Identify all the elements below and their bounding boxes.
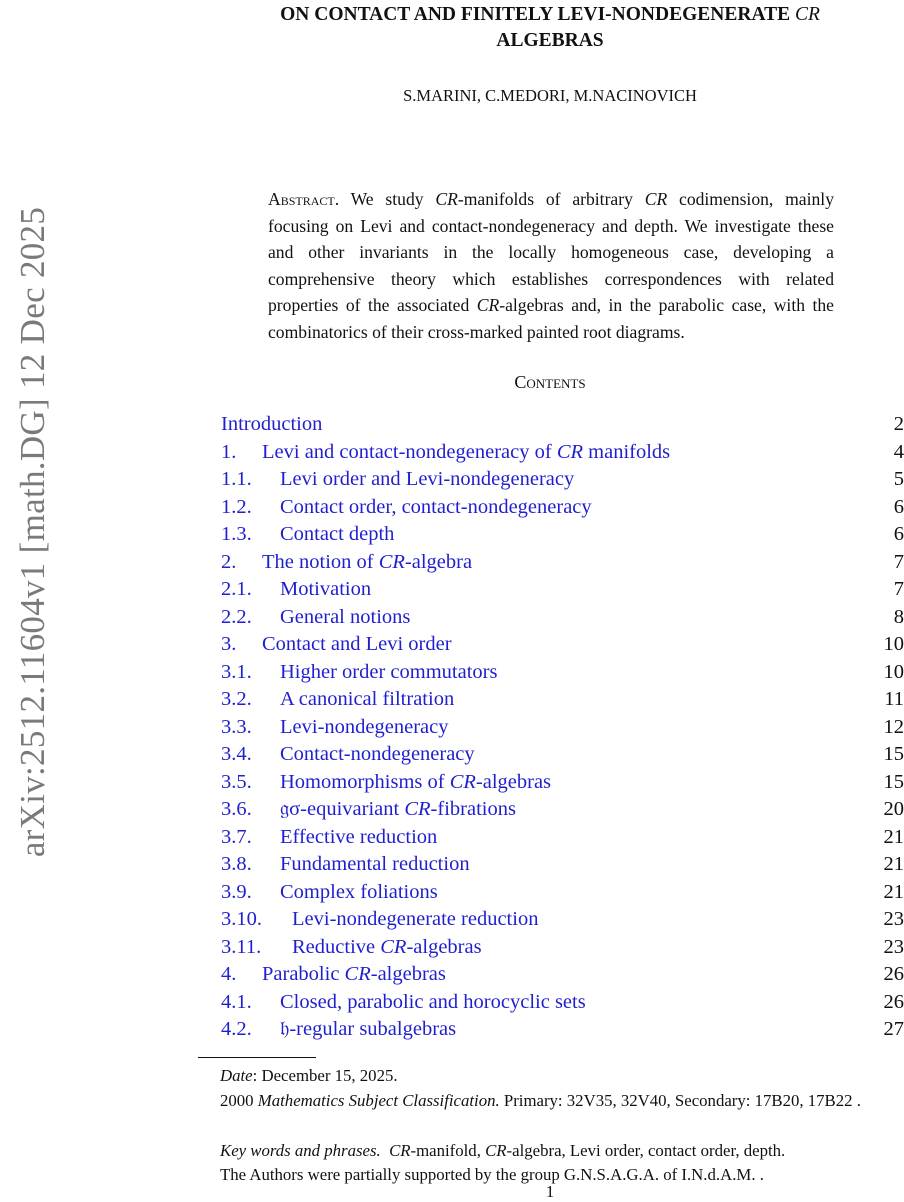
toc-link[interactable] — [221, 796, 516, 824]
abstract-text: -algebras and, in the parabolic case, with the combinatorics of their cross-marked painted root diagrams. — [268, 295, 834, 342]
toc-title: CR — [380, 936, 406, 958]
authors: S.MARINI, C.MEDORI, M.NACINOVICH — [180, 86, 904, 106]
toc-title: CR — [404, 798, 430, 820]
date-value: : December 15, 2025. — [253, 1066, 398, 1085]
toc-title: A canonical filtration — [280, 688, 454, 710]
table-of-contents — [221, 411, 904, 1044]
kw-text: -manifold, — [411, 1141, 486, 1160]
toc-entry — [221, 411, 904, 439]
toc-number: 3.9. — [221, 879, 280, 907]
toc-page: 26 — [884, 961, 904, 989]
toc-title: Fundamental reduction — [280, 853, 470, 875]
abstract-em: CR — [435, 189, 457, 209]
toc-title: Levi and contact-nondegeneracy of — [262, 441, 557, 463]
toc-number: 3.8. — [221, 851, 280, 879]
toc-link[interactable] — [221, 466, 574, 494]
toc-number: 4.1. — [221, 989, 280, 1017]
toc-title: General notions — [280, 606, 410, 628]
toc-title: manifolds — [583, 441, 670, 463]
toc-entry — [221, 466, 904, 494]
toc-number: 1.2. — [221, 494, 280, 522]
toc-number: 3.5. — [221, 769, 280, 797]
abstract-em: CR — [645, 189, 667, 209]
toc-title: -algebras — [406, 936, 481, 958]
contents-heading: Contents — [180, 372, 904, 393]
toc-title: Higher order commutators — [280, 661, 497, 683]
toc-title: 𝔥-regular subalgebras — [280, 1018, 456, 1040]
abstract-text: -manifolds of arbitrary — [458, 189, 645, 209]
toc-entry — [221, 494, 904, 522]
toc-title: CR — [450, 771, 476, 793]
toc-link[interactable] — [221, 906, 538, 934]
toc-page: 6 — [894, 521, 904, 549]
toc-title: 𝔤σ-equivariant — [280, 798, 404, 820]
page-number: 1 — [0, 1182, 904, 1202]
toc-number: 3.2. — [221, 686, 280, 714]
toc-entry — [221, 686, 904, 714]
toc-page: 15 — [884, 741, 904, 769]
toc-entry — [221, 769, 904, 797]
toc-number: 2.2. — [221, 604, 280, 632]
toc-title: -algebras — [371, 963, 446, 985]
toc-number: 2.1. — [221, 576, 280, 604]
title-text: ON CONTACT AND FINITELY LEVI-NONDEGENERATE — [280, 4, 795, 25]
toc-title: Complex foliations — [280, 881, 438, 903]
toc-title: -algebra — [405, 551, 472, 573]
toc-page: 23 — [884, 906, 904, 934]
toc-number: 3. — [221, 631, 262, 659]
support-text: The Authors were partially supported by the group G.N.S.A.G.A. of I.N.d.A.M. . — [220, 1165, 764, 1184]
toc-link[interactable] — [221, 879, 438, 907]
toc-link[interactable] — [221, 549, 472, 577]
toc-link[interactable] — [221, 631, 452, 659]
toc-entry — [221, 714, 904, 742]
toc-title: Effective reduction — [280, 826, 437, 848]
toc-entry — [221, 989, 904, 1017]
toc-page: 2 — [894, 411, 904, 439]
toc-link[interactable] — [221, 851, 470, 879]
kw-em: CR — [389, 1141, 410, 1160]
toc-page: 21 — [884, 824, 904, 852]
paper-title — [180, 2, 904, 54]
toc-entry — [221, 521, 904, 549]
toc-title: CR — [345, 963, 371, 985]
toc-title: Motivation — [280, 578, 371, 600]
toc-entry — [221, 576, 904, 604]
toc-title: -algebras — [476, 771, 551, 793]
toc-link[interactable] — [221, 934, 482, 962]
toc-page: 12 — [884, 714, 904, 742]
toc-title: Levi-nondegeneracy — [280, 716, 448, 738]
toc-link[interactable] — [221, 824, 437, 852]
toc-entry — [221, 851, 904, 879]
abstract-label: Abstract. — [268, 189, 339, 209]
toc-number: 3.4. — [221, 741, 280, 769]
toc-number: 4.2. — [221, 1016, 280, 1044]
toc-entry — [221, 961, 904, 989]
toc-number: 2. — [221, 549, 262, 577]
toc-title: Contact depth — [280, 523, 394, 545]
title-text-2: ALGEBRAS — [496, 30, 603, 51]
toc-title: Contact order, contact-nondegeneracy — [280, 496, 592, 518]
kw-text: -algebra, Levi order, contact order, depth. — [507, 1141, 786, 1160]
toc-link[interactable] — [221, 494, 592, 522]
date-label: Date — [220, 1066, 253, 1085]
toc-link[interactable] — [221, 741, 475, 769]
toc-number: 4. — [221, 961, 262, 989]
msc-label: Mathematics Subject Classification. — [258, 1091, 500, 1110]
toc-entry — [221, 796, 904, 824]
toc-number: 3.6. — [221, 796, 280, 824]
toc-number: 3.3. — [221, 714, 280, 742]
toc-title: Reductive — [292, 936, 380, 958]
toc-link[interactable] — [221, 714, 448, 742]
toc-page: 23 — [884, 934, 904, 962]
toc-title: Homomorphisms of — [280, 771, 450, 793]
toc-link[interactable] — [221, 686, 454, 714]
toc-link[interactable] — [221, 769, 551, 797]
toc-link[interactable] — [221, 961, 446, 989]
toc-link[interactable] — [221, 989, 586, 1017]
toc-link[interactable] — [221, 411, 322, 439]
toc-title: CR — [379, 551, 405, 573]
toc-page: 5 — [894, 466, 904, 494]
toc-title: The notion of — [262, 551, 379, 573]
toc-entry — [221, 549, 904, 577]
toc-link[interactable] — [221, 1016, 456, 1044]
abstract-em: CR — [477, 295, 499, 315]
toc-page: 7 — [894, 549, 904, 577]
toc-link[interactable] — [221, 521, 394, 549]
toc-page: 21 — [884, 879, 904, 907]
toc-entry — [221, 659, 904, 687]
abstract-text: codimension, mainly focusing on Levi and contact-nondegeneracy and depth. We investigate these and other invariants in the locally homogeneous case, developing a comprehensive theory which establishes correspondences with related properties of the associated — [268, 189, 834, 315]
toc-page: 21 — [884, 851, 904, 879]
toc-page: 20 — [884, 796, 904, 824]
toc-page: 6 — [894, 494, 904, 522]
msc-value: Primary: 32V35, 32V40, Secondary: 17B20, 17B22 . — [500, 1091, 861, 1110]
toc-title: Contact-nondegeneracy — [280, 743, 475, 765]
footnote-keywords — [198, 1138, 904, 1163]
toc-entry — [221, 934, 904, 962]
toc-number: 3.11. — [221, 934, 292, 962]
toc-entry — [221, 906, 904, 934]
toc-title: Levi order and Levi-nondegeneracy — [280, 468, 574, 490]
toc-entry — [221, 879, 904, 907]
toc-number: 3.10. — [221, 906, 292, 934]
toc-title: Contact and Levi order — [262, 633, 452, 655]
toc-title: Parabolic — [262, 963, 345, 985]
arxiv-identifier: arXiv:2512.11604v1 [math.DG] 12 Dec 2025 — [13, 207, 53, 857]
toc-entry — [221, 631, 904, 659]
keywords-label: Key words and phrases. — [220, 1141, 381, 1160]
footnote-msc — [198, 1088, 904, 1113]
toc-entry — [221, 604, 904, 632]
toc-page: 8 — [894, 604, 904, 632]
toc-page: 15 — [884, 769, 904, 797]
toc-number: 1.1. — [221, 466, 280, 494]
abstract-text: We study — [339, 189, 435, 209]
toc-title: Closed, parabolic and horocyclic sets — [280, 991, 586, 1013]
toc-title: CR — [557, 441, 583, 463]
footnote-date — [198, 1063, 904, 1088]
toc-link[interactable] — [221, 659, 497, 687]
toc-link[interactable] — [221, 439, 670, 467]
toc-entry — [221, 824, 904, 852]
toc-page: 7 — [894, 576, 904, 604]
toc-title: -fibrations — [431, 798, 516, 820]
toc-page: 10 — [884, 659, 904, 687]
kw-em: CR — [485, 1141, 506, 1160]
msc-year: 2000 — [220, 1091, 258, 1110]
toc-title: Introduction — [221, 413, 322, 435]
toc-page: 10 — [884, 631, 904, 659]
abstract — [268, 186, 834, 346]
toc-page: 26 — [884, 989, 904, 1017]
toc-title: Levi-nondegenerate reduction — [292, 908, 538, 930]
footnote-rule — [198, 1057, 316, 1058]
toc-number: 1. — [221, 439, 262, 467]
toc-link[interactable] — [221, 604, 410, 632]
title-em: CR — [795, 4, 820, 25]
toc-entry — [221, 1016, 904, 1044]
toc-page: 4 — [894, 439, 904, 467]
toc-page: 11 — [884, 686, 904, 714]
toc-number: 1.3. — [221, 521, 280, 549]
toc-link[interactable] — [221, 576, 371, 604]
toc-number: 3.7. — [221, 824, 280, 852]
toc-entry — [221, 439, 904, 467]
toc-number: 3.1. — [221, 659, 280, 687]
toc-page: 27 — [884, 1016, 904, 1044]
toc-entry — [221, 741, 904, 769]
